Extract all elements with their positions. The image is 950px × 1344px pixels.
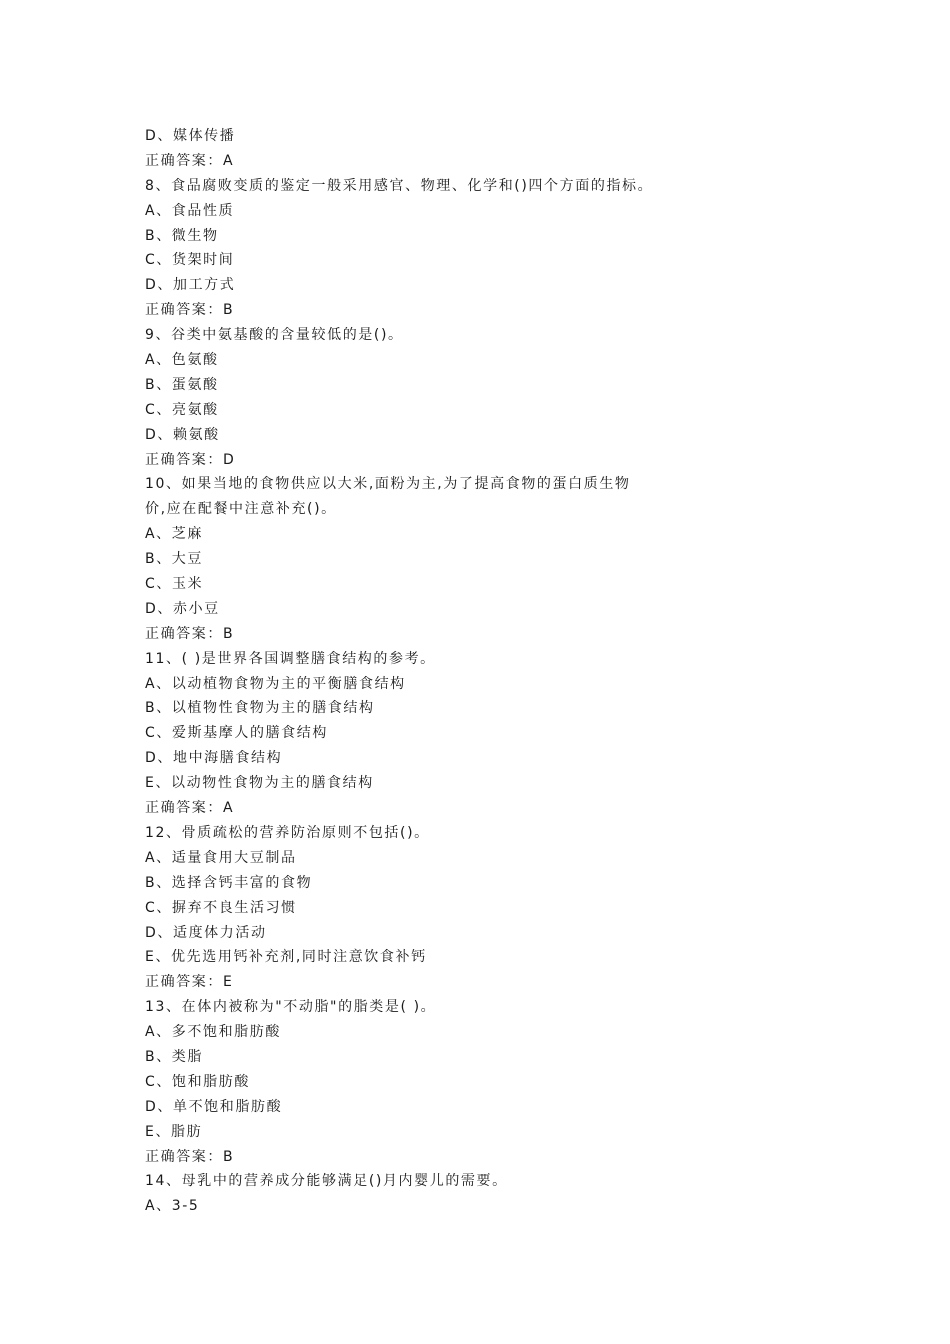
question-10: 10、如果当地的食物供应以大米,面粉为主,为了提高食物的蛋白质生物 [145, 476, 631, 493]
question-14: 14、母乳中的营养成分能够满足()月内婴儿的需要。 [145, 1173, 508, 1190]
option-c: C、饱和脂肪酸 [145, 1073, 250, 1090]
option-a: A、食品性质 [145, 202, 235, 219]
question-12: 12、骨质疏松的营养防治原则不包括()。 [145, 824, 430, 841]
option-a: A、多不饱和脂肪酸 [145, 1024, 281, 1041]
option-d: D、地中海膳食结构 [145, 750, 283, 767]
answer-line: 正确答案：A [145, 800, 235, 817]
option-c: C、亮氨酸 [145, 401, 219, 418]
option-d: D、赖氨酸 [145, 426, 220, 443]
option-c: C、摒弃不良生活习惯 [145, 899, 297, 916]
option-e: E、以动物性食物为主的膳食结构 [145, 775, 374, 792]
option-b: B、选择含钙丰富的食物 [145, 874, 313, 891]
answer-line: 正确答案：E [145, 974, 234, 991]
question-9: 9、谷类中氨基酸的含量较低的是()。 [145, 327, 404, 344]
option-a: A、色氨酸 [145, 352, 219, 369]
question-10-continued: 价,应在配餐中注意补充()。 [145, 501, 337, 518]
option-a: A、以动植物食物为主的平衡膳食结构 [145, 675, 406, 692]
option-d: D、适度体力活动 [145, 924, 267, 941]
option-c: C、货架时间 [145, 252, 235, 269]
question-11: 11、( )是世界各国调整膳食结构的参考。 [145, 650, 436, 667]
option-e: E、优先选用钙补充剂,同时注意饮食补钙 [145, 949, 427, 966]
document-body [145, 124, 845, 1219]
answer-line: 正确答案：B [145, 1148, 235, 1165]
option-d: D、媒体传播 [145, 128, 236, 144]
option-d: D、单不饱和脂肪酸 [145, 1098, 283, 1115]
question-8: 8、食品腐败变质的鉴定一般采用感官、物理、化学和()四个方面的指标。 [145, 177, 654, 194]
option-b: B、以植物性食物为主的膳食结构 [145, 700, 375, 717]
question-13: 13、在体内被称为"不动脂"的脂类是( )。 [145, 999, 437, 1016]
option-b: B、微生物 [145, 227, 219, 244]
option-a: A、3-5 [145, 1198, 200, 1215]
option-d: D、加工方式 [145, 277, 236, 294]
option-a: A、芝麻 [145, 526, 203, 543]
option-d: D、赤小豆 [145, 600, 220, 617]
option-c: C、爱斯基摩人的膳食结构 [145, 725, 328, 742]
option-e: E、脂肪 [145, 1123, 203, 1140]
option-a: A、适量食用大豆制品 [145, 849, 297, 866]
answer-line: 正确答案：D [145, 451, 236, 468]
answer-line: 正确答案：A [145, 152, 235, 169]
option-b: B、大豆 [145, 551, 204, 568]
answer-line: 正确答案：B [145, 625, 235, 642]
option-b: B、类脂 [145, 1048, 204, 1065]
option-c: C、玉米 [145, 576, 204, 593]
option-b: B、蛋氨酸 [145, 376, 219, 393]
answer-line: 正确答案：B [145, 302, 235, 319]
